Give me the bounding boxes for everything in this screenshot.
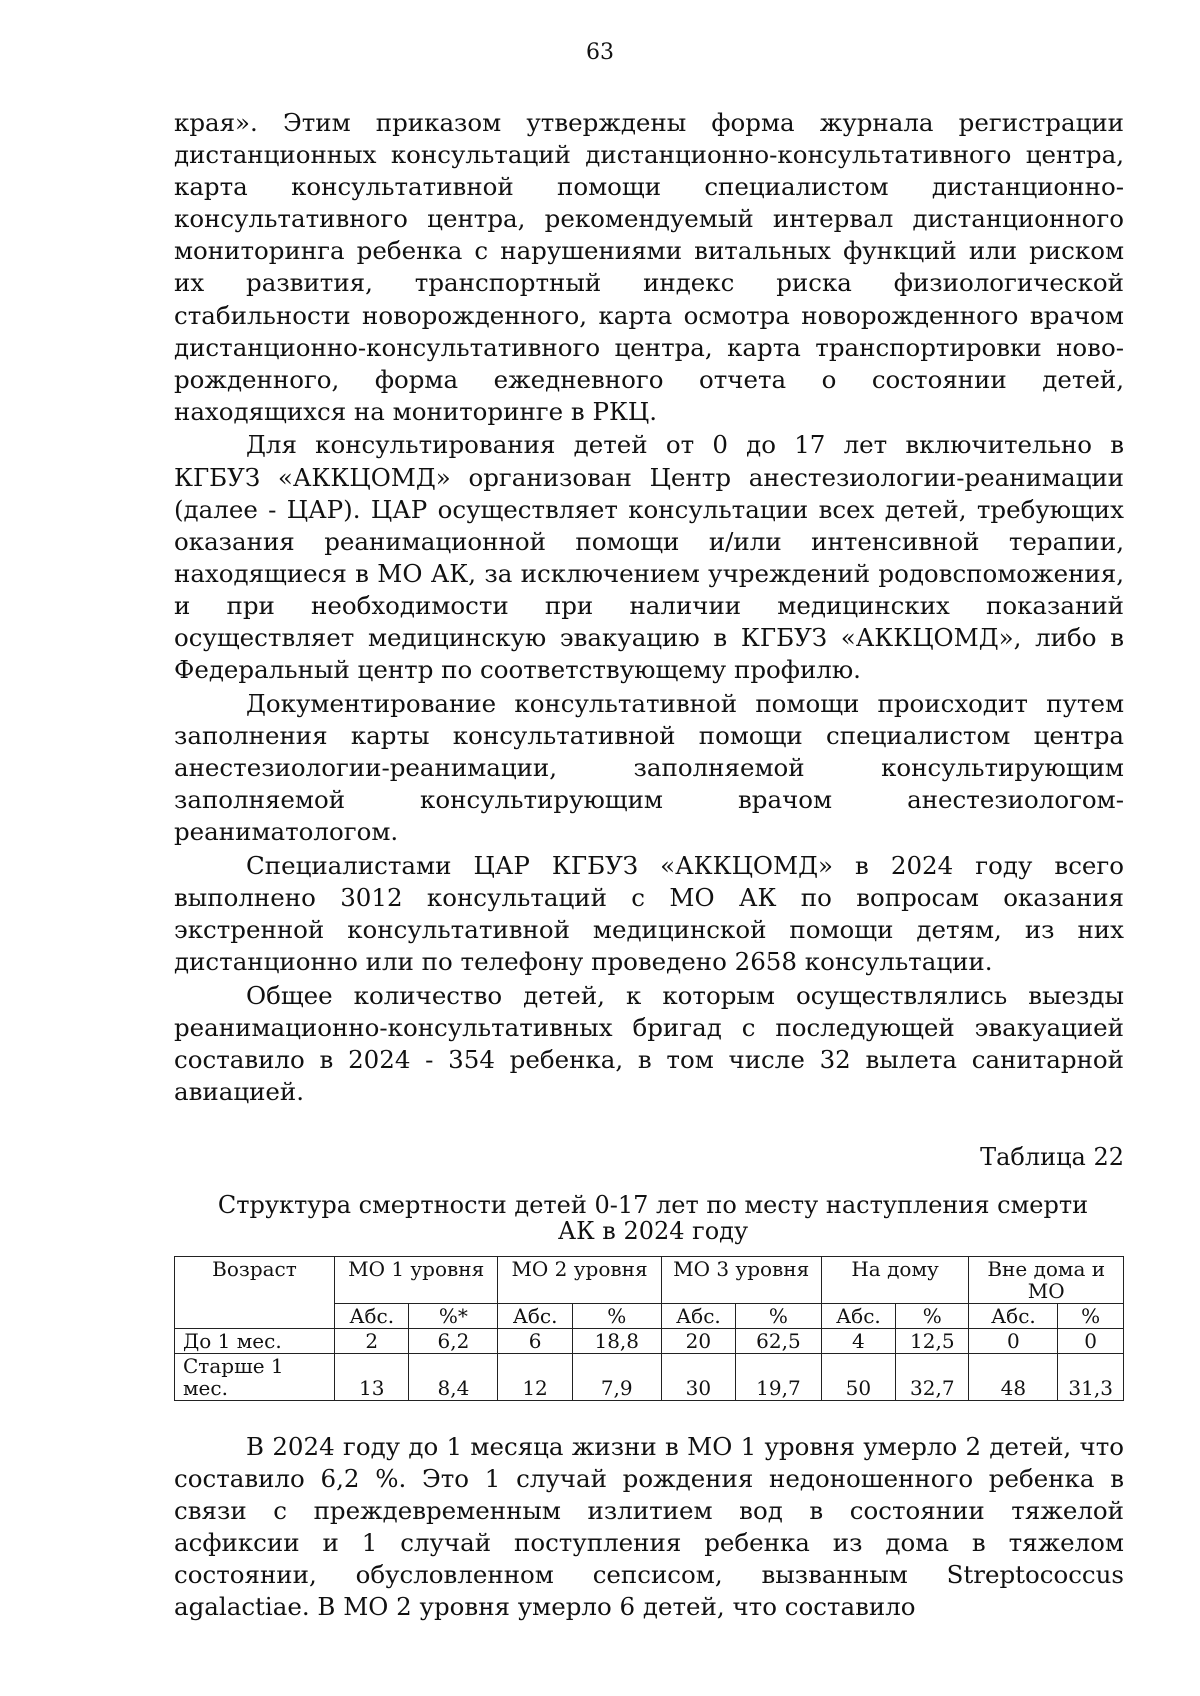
- table-cell: 31,3: [1058, 1353, 1124, 1400]
- table-label: Таблица 22: [980, 1142, 1124, 1171]
- table-cell: 62,5: [736, 1328, 822, 1353]
- table-cell: 18,8: [572, 1328, 661, 1353]
- abs-header: Абс.: [661, 1303, 735, 1328]
- abs-header: Абс.: [821, 1303, 895, 1328]
- age-cell: Старше 1 мес.: [175, 1353, 335, 1400]
- paragraph-car-center: Для консультирования детей от 0 до 17 лет включительно в КГБУЗ «АККЦОМД» организован Центр анестезиологии-реанимации (далее - ЦАР). ЦАР осуществляет консультации всех детей, требующих оказания реанимационной помощи и/или интенсивной терапии, находящиеся в МО АК, за исключением учреждений родовспоможения, и при необходимости при наличии медицинских показаний осуществляет медицинскую эвакуацию в КГБУЗ «АККЦОМД», либо в Федеральный центр по соответствующему профилю.: [174, 430, 1124, 685]
- table-cell: 0: [969, 1328, 1058, 1353]
- table-row: [175, 1353, 1124, 1400]
- table-title-line-1: Структура смертности детей 0-17 лет по месту наступления смерти: [217, 1190, 1089, 1219]
- table-title: [174, 1192, 1124, 1244]
- group-header-mo-level-1: МО 1 уровня: [335, 1256, 498, 1303]
- group-header-outside-home-and-mo: Вне дома и МО: [969, 1256, 1124, 1303]
- table-cell: 6: [498, 1328, 572, 1353]
- table-cell: 12: [498, 1353, 572, 1400]
- table-cell: 2: [335, 1328, 409, 1353]
- table-cell: 20: [661, 1328, 735, 1353]
- table-cell: 32,7: [896, 1353, 969, 1400]
- abs-header: Абс.: [498, 1303, 572, 1328]
- table-cell: 50: [821, 1353, 895, 1400]
- group-header-at-home: На дому: [821, 1256, 969, 1303]
- table-title-line-2: АК в 2024 году: [557, 1216, 749, 1245]
- table-cell: 6,2: [409, 1328, 498, 1353]
- abs-header: Абс.: [969, 1303, 1058, 1328]
- percent-header: %*: [409, 1303, 498, 1328]
- document-body: [174, 107, 1124, 1625]
- abs-header: Абс.: [335, 1303, 409, 1328]
- paragraph-documentation: Документирование консультативной помощи происходит путем заполнения карты консультативной помощи специалистом центра анестезиологии-реанимации, заполняемой консультирующим заполняемой консультирующим врачом анестезиологом-реаниматологом.: [174, 688, 1124, 847]
- percent-header: %: [896, 1303, 969, 1328]
- table-header-row-groups: [175, 1256, 1124, 1303]
- table-cell: 48: [969, 1353, 1058, 1400]
- group-header-mo-level-2: МО 2 уровня: [498, 1256, 661, 1303]
- table-cell: 4: [821, 1328, 895, 1353]
- table-cell: 7,9: [572, 1353, 661, 1400]
- paragraph-order-forms: края». Этим приказом утверждены форма журнала регистрации дистанционных консультаций дистанционно-консультативного центра, карта консультативной помощи специалистом дистанционно-консультативного центра, рекомендуемый интервал дистанционного мониторинга ребенка с нарушениями витальных функций или риском их развития, транспортный индекс риска физиологической стабильности новорожденного, карта осмотра новорожденного врачом дистанционно-консультативного центра, карта транспортировки новорожденного, форма ежедневного отчета о состоянии детей, находящихся на мониторинге в РКЦ.: [174, 108, 1124, 426]
- group-header-mo-level-3: МО 3 уровня: [661, 1256, 821, 1303]
- percent-header: %: [572, 1303, 661, 1328]
- percent-header: %: [1058, 1303, 1124, 1328]
- paragraph-consultations-2024: Специалистами ЦАР КГБУЗ «АККЦОМД» в 2024 году всего выполнено 3012 консультаций с МО АК по вопросам оказания экстренной консультативной медицинской помощи детям, из них дистанционно или по телефону проведено 2658 консультации.: [174, 850, 1124, 976]
- paragraph-evacuations: Общее количество детей, к которым осуществлялись выезды реанимационно-консультативных бригад с последующей эвакуацией составило в 2024 - 354 ребенка, в том числе 32 вылета санитарной авиацией.: [174, 980, 1124, 1106]
- table-cell: 12,5: [896, 1328, 969, 1353]
- table-cell: 0: [1058, 1328, 1124, 1353]
- table-cell: 30: [661, 1353, 735, 1400]
- table-cell: 19,7: [736, 1353, 822, 1400]
- table-cell: 8,4: [409, 1353, 498, 1400]
- page-number: 63: [586, 40, 614, 65]
- age-column-header: Возраст: [175, 1256, 335, 1328]
- age-cell: До 1 мес.: [175, 1328, 335, 1353]
- table-cell: 13: [335, 1353, 409, 1400]
- percent-header: %: [736, 1303, 822, 1328]
- paragraph-deaths-under-1-month: В 2024 году до 1 месяца жизни в МО 1 уровня умерло 2 детей, что составило 6,2 %. Это 1 случай рождения недоношенного ребенка в связи с преждевременным излитием вод в состоянии тяжелой асфиксии и 1 случай поступления ребенка из дома в тяжелом состоянии, обусловленном сепсисом, вызванным Streptococcus agalactiae. В МО 2 уровня умерло 6 детей, что составило: [174, 1431, 1124, 1622]
- mortality-structure-table: [174, 1256, 1124, 1401]
- table-row: [175, 1328, 1124, 1353]
